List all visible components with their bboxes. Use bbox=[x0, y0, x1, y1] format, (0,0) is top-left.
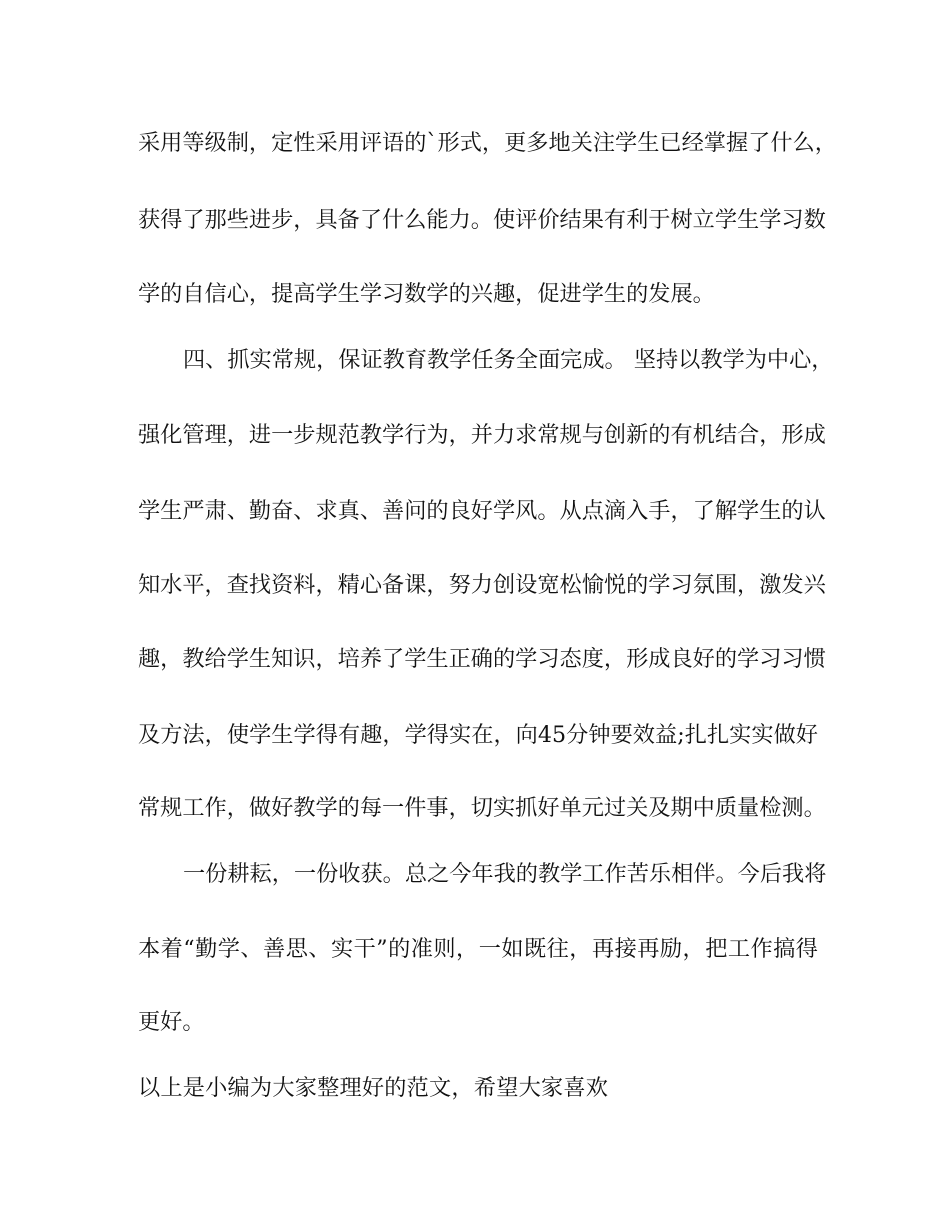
paragraph-line-3: 学的自信心，提高学生学习数学的兴趣，促进学生的发展。 bbox=[138, 281, 715, 307]
conclusion-line-1: 一份耕耘，一份收获。总之今年我的教学工作苦乐相伴。今后我将 bbox=[183, 861, 827, 887]
conclusion-line-2: 本着“勤学、善思、实干”的准则，一如既往，再接再励，把工作搞得 bbox=[138, 936, 818, 962]
closing-note: 以上是小编为大家整理好的范文，希望大家喜欢 bbox=[138, 1075, 609, 1101]
paragraph-line-1: 采用等级制，定性采用评语的`形式，更多地关注学生已经掌握了什么， bbox=[138, 130, 837, 156]
section-four-line-3: 学生严肃、勤奋、求真、善问的良好学风。从点滴入手，了解学生的认 bbox=[138, 498, 826, 524]
section-four-line-6: 及方法，使学生学得有趣，学得实在，向45分钟要效益;扎扎实实做好 bbox=[138, 722, 818, 748]
section-four-line-4: 知水平，查找资料，精心备课，努力创设宽松愉悦的学习氛围，激发兴 bbox=[138, 572, 826, 598]
conclusion-line-3: 更好。 bbox=[138, 1009, 205, 1035]
paragraph-line-2: 获得了那些进步，具备了什么能力。使评价结果有利于树立学生学习数 bbox=[138, 207, 826, 233]
section-four-line-7: 常规工作，做好教学的每一件事，切实抓好单元过关及期中质量检测。 bbox=[138, 795, 826, 821]
section-four-line-1: 四、抓实常规，保证教育教学任务全面完成。 坚持以教学为中心， bbox=[183, 347, 834, 373]
section-four-line-2: 强化管理，进一步规范教学行为，并力求常规与创新的有机结合，形成 bbox=[138, 422, 826, 448]
section-four-line-5: 趣，教给学生知识，培养了学生正确的学习态度，形成良好的学习习惯 bbox=[138, 646, 826, 672]
